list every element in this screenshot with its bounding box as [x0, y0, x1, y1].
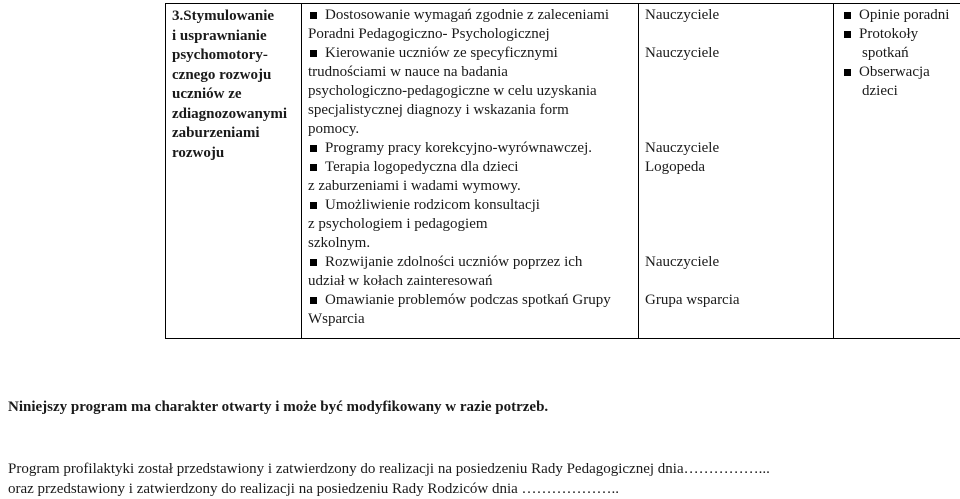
- evaluation-line: spotkań: [840, 44, 960, 63]
- task-line: trudnościami w nauce na badania: [308, 63, 636, 82]
- task-line: z zaburzeniami i wadami wymowy.: [308, 177, 636, 196]
- square-bullet-icon: [844, 12, 851, 19]
- task-line: udział w kołach zainteresowań: [308, 272, 636, 291]
- square-bullet-icon: [310, 202, 317, 209]
- category-line: zdiagnozowanymi: [172, 105, 299, 125]
- evaluation-line: Protokoły: [840, 25, 960, 44]
- task-line: Poradni Pedagogiczno- Psychologicznej: [308, 25, 636, 44]
- program-statement: Niniejszy program ma charakter otwarty i może być modyfikowany w razie potrzeb.: [8, 398, 548, 417]
- evaluation-line: Opinie poradni: [840, 6, 960, 25]
- category-line: i usprawnianie: [172, 27, 299, 47]
- square-bullet-icon: [310, 50, 317, 57]
- square-bullet-icon: [310, 145, 317, 152]
- tasks-cell: [302, 4, 639, 339]
- task-line: z psychologiem i pedagogiem: [308, 215, 636, 234]
- task-line: Umożliwienie rodzicom konsultacji: [308, 196, 636, 215]
- approval-line-council: Program profilaktyki został przedstawiony i zatwierdzony do realizacji na posiedzeniu Rady Pedagogicznej dnia……………...: [8, 460, 770, 479]
- category-line: uczniów ze: [172, 85, 299, 105]
- task-line: Kierowanie uczniów ze specyficznymi: [308, 44, 636, 63]
- square-bullet-icon: [310, 297, 317, 304]
- square-bullet-icon: [310, 12, 317, 19]
- evaluation-cell: [834, 4, 960, 339]
- responsible-entry: Nauczyciele: [645, 6, 831, 25]
- category-line: psychomotory-: [172, 46, 299, 66]
- responsible-entry: Nauczyciele: [645, 44, 831, 63]
- category-line: 3.Stymulowanie: [172, 7, 299, 27]
- task-line: Wsparcia: [308, 310, 636, 329]
- responsible-entry: Nauczyciele: [645, 139, 831, 158]
- responsible-entry: Grupa wsparcia: [645, 291, 831, 310]
- responsible-cell: [639, 4, 834, 339]
- program-table: [165, 3, 960, 339]
- task-line: psychologiczno-pedagogiczne w celu uzyskania: [308, 82, 636, 101]
- task-line: Terapia logopedyczna dla dzieci: [308, 158, 636, 177]
- category-cell: [166, 4, 302, 339]
- square-bullet-icon: [844, 31, 851, 38]
- responsible-entry: Nauczyciele: [645, 253, 831, 272]
- program-table-section: [165, 3, 960, 339]
- category-line: rozwoju: [172, 144, 299, 164]
- task-line: Omawianie problemów podczas spotkań Grupy: [308, 291, 636, 310]
- task-line: pomocy.: [308, 120, 636, 139]
- task-line: szkolnym.: [308, 234, 636, 253]
- table-row: [166, 4, 960, 339]
- category-line: cznego rozwoju: [172, 66, 299, 86]
- square-bullet-icon: [310, 164, 317, 171]
- approval-line-parents: oraz przedstawiony i zatwierdzony do realizacji na posiedzeniu Rady Rodziców dnia ………………..: [8, 480, 619, 499]
- task-line: Rozwijanie zdolności uczniów poprzez ich: [308, 253, 636, 272]
- square-bullet-icon: [844, 69, 851, 76]
- category-line: zaburzeniami: [172, 124, 299, 144]
- task-line: Dostosowanie wymagań zgodnie z zaleceniami: [308, 6, 636, 25]
- evaluation-line: dzieci: [840, 82, 960, 101]
- evaluation-line: Obserwacja: [840, 63, 960, 82]
- task-line: specjalistycznej diagnozy i wskazania form: [308, 101, 636, 120]
- square-bullet-icon: [310, 259, 317, 266]
- task-line: Programy pracy korekcyjno-wyrównawczej.: [308, 139, 636, 158]
- responsible-entry: Logopeda: [645, 158, 831, 177]
